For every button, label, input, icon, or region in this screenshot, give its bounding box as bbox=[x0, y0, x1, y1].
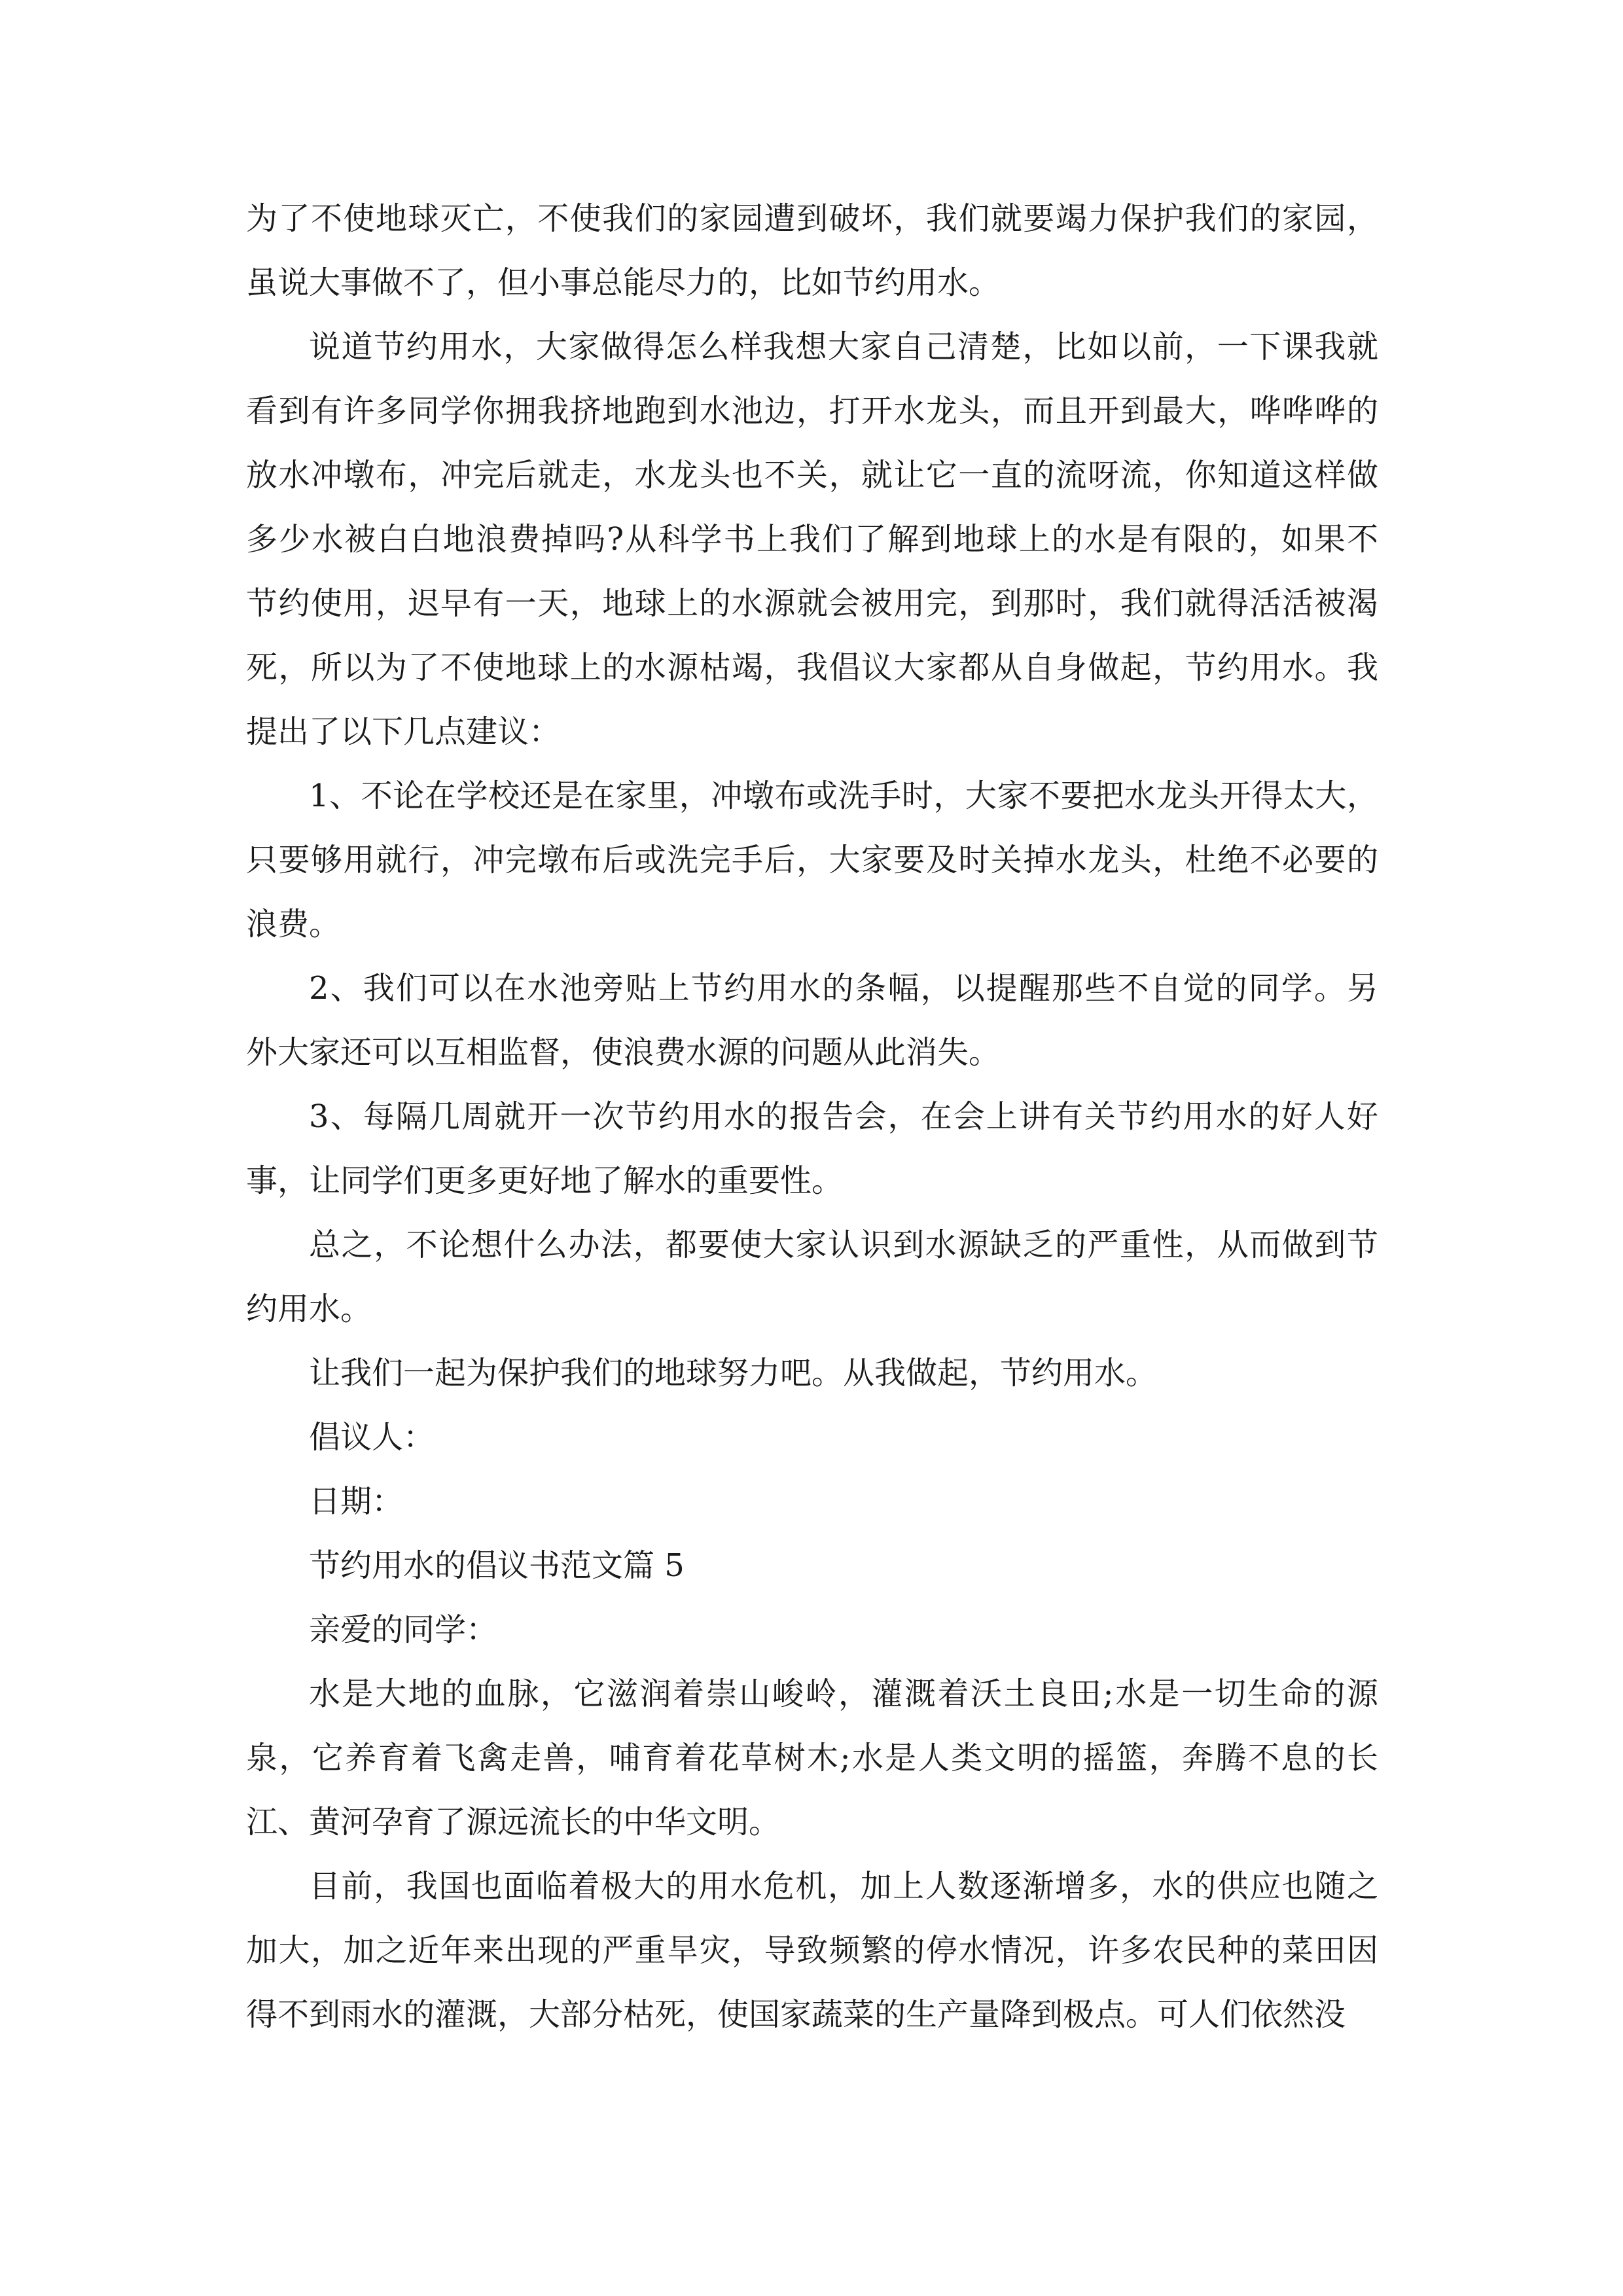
paragraph-p11 bbox=[246, 1598, 1378, 1662]
text-line: 提出了以下几点建议： bbox=[246, 713, 561, 750]
text-line: 只要够用就行，冲完墩布后或洗完手后，大家要及时关掉水龙头，杜绝不必要的 bbox=[246, 842, 1378, 878]
text-line: 虽说大事做不了，但小事总能尽力的，比如节约用水。 bbox=[246, 264, 1001, 301]
text-line: 约用水。 bbox=[246, 1291, 372, 1327]
text-line: 多少水被白白地浪费掉吗?从科学书上我们了解到地球上的水是有限的，如果不 bbox=[246, 521, 1378, 558]
paragraph-p1 bbox=[246, 187, 1378, 315]
text-line: 倡议人： bbox=[309, 1419, 435, 1456]
document-body bbox=[246, 187, 1378, 2047]
paragraph-p2 bbox=[246, 315, 1378, 764]
text-line: 让我们一起为保护我们的地球努力吧。从我做起，节约用水。 bbox=[309, 1355, 1158, 1391]
paragraph-p9 bbox=[246, 1469, 1378, 1534]
text-line: 水是大地的血脉，它滋润着崇山峻岭，灌溉着沃土良田;水是一切生命的源 bbox=[309, 1676, 1378, 1712]
paragraph-p12 bbox=[246, 1662, 1378, 1854]
paragraph-p6 bbox=[246, 1213, 1378, 1341]
text-line: 节约用水的倡议书范文篇 5 bbox=[309, 1547, 685, 1584]
paragraph-p4 bbox=[246, 956, 1378, 1085]
paragraph-p13 bbox=[246, 1854, 1378, 2047]
text-line: 节约使用，迟早有一天，地球上的水源就会被用完，到那时，我们就得活活被渴 bbox=[246, 585, 1378, 622]
paragraph-p3 bbox=[246, 764, 1378, 956]
text-line: 看到有许多同学你拥我挤地跑到水池边，打开水龙头，而且开到最大，哗哗哗的 bbox=[246, 393, 1378, 429]
text-line: 3、每隔几周就开一次节约用水的报告会，在会上讲有关节约用水的好人好 bbox=[309, 1098, 1378, 1135]
paragraph-p7 bbox=[246, 1341, 1378, 1405]
text-line: 泉，它养育着飞禽走兽，哺育着花草树木;水是人类文明的摇篮，奔腾不息的长 bbox=[246, 1740, 1378, 1776]
text-line: 2、我们可以在水池旁贴上节约用水的条幅，以提醒那些不自觉的同学。另 bbox=[309, 970, 1378, 1007]
text-line: 亲爱的同学： bbox=[309, 1611, 498, 1648]
text-line: 得不到雨水的灌溉，大部分枯死，使国家蔬菜的生产量降到极点。可人们依然没 bbox=[246, 1996, 1346, 2033]
paragraph-p10 bbox=[246, 1534, 1378, 1598]
text-line: 目前，我国也面临着极大的用水危机，加上人数逐渐增多，水的供应也随之 bbox=[309, 1868, 1378, 1905]
text-line: 江、黄河孕育了源远流长的中华文明。 bbox=[246, 1804, 781, 1840]
text-line: 1、不论在学校还是在家里，冲墩布或洗手时，大家不要把水龙头开得太大， bbox=[309, 778, 1378, 814]
text-line: 为了不使地球灭亡，不使我们的家园遭到破坏，我们就要竭力保护我们的家园， bbox=[246, 200, 1378, 237]
paragraph-p8 bbox=[246, 1405, 1378, 1469]
text-line: 总之，不论想什么办法，都要使大家认识到水源缺乏的严重性，从而做到节 bbox=[309, 1227, 1378, 1263]
text-line: 浪费。 bbox=[246, 906, 341, 942]
paragraph-p5 bbox=[246, 1085, 1378, 1213]
text-line: 放水冲墩布，冲完后就走，水龙头也不关，就让它一直的流呀流，你知道这样做 bbox=[246, 457, 1378, 493]
text-line: 死，所以为了不使地球上的水源枯竭，我倡议大家都从自身做起，节约用水。我 bbox=[246, 649, 1378, 686]
text-line: 加大，加之近年来出现的严重旱灾，导致频繁的停水情况，许多农民种的菜田因 bbox=[246, 1932, 1378, 1969]
text-line: 日期： bbox=[309, 1483, 404, 1520]
text-line: 说道节约用水，大家做得怎么样我想大家自己清楚，比如以前，一下课我就 bbox=[309, 329, 1378, 365]
text-line: 事，让同学们更多更好地了解水的重要性。 bbox=[246, 1162, 844, 1199]
text-line: 外大家还可以互相监督，使浪费水源的问题从此消失。 bbox=[246, 1034, 1001, 1071]
